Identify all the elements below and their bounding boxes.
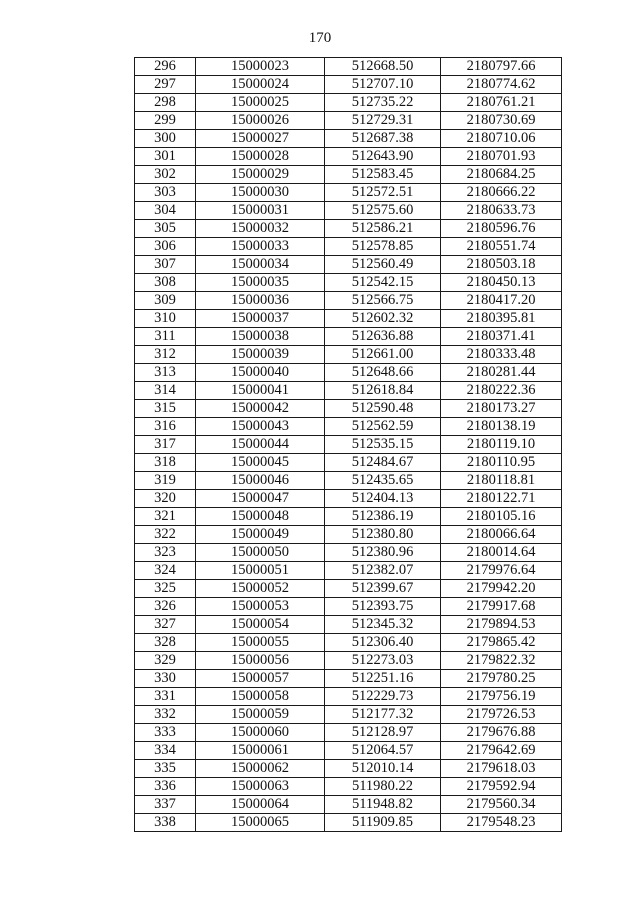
y-coordinate-cell: 2179756.19 xyxy=(441,688,562,706)
row-index-cell: 333 xyxy=(135,724,196,742)
row-index-cell: 335 xyxy=(135,760,196,778)
x-coordinate-cell: 512010.14 xyxy=(325,760,441,778)
x-coordinate-cell: 512435.65 xyxy=(325,472,441,490)
row-index-cell: 325 xyxy=(135,580,196,598)
table-row xyxy=(135,616,562,634)
point-id-cell: 15000040 xyxy=(196,364,325,382)
point-id-cell: 15000039 xyxy=(196,346,325,364)
point-id-cell: 15000035 xyxy=(196,274,325,292)
table-row xyxy=(135,202,562,220)
y-coordinate-cell: 2180774.62 xyxy=(441,76,562,94)
table-row xyxy=(135,148,562,166)
x-coordinate-cell: 512707.10 xyxy=(325,76,441,94)
x-coordinate-cell: 512128.97 xyxy=(325,724,441,742)
row-index-cell: 308 xyxy=(135,274,196,292)
point-id-cell: 15000025 xyxy=(196,94,325,112)
y-coordinate-cell: 2180118.81 xyxy=(441,472,562,490)
row-index-cell: 307 xyxy=(135,256,196,274)
y-coordinate-cell: 2180684.25 xyxy=(441,166,562,184)
x-coordinate-cell: 511948.82 xyxy=(325,796,441,814)
y-coordinate-cell: 2180014.64 xyxy=(441,544,562,562)
point-id-cell: 15000041 xyxy=(196,382,325,400)
table-row xyxy=(135,526,562,544)
x-coordinate-cell: 512648.66 xyxy=(325,364,441,382)
row-index-cell: 313 xyxy=(135,364,196,382)
y-coordinate-cell: 2180503.18 xyxy=(441,256,562,274)
row-index-cell: 310 xyxy=(135,310,196,328)
y-coordinate-cell: 2180710.06 xyxy=(441,130,562,148)
table-row xyxy=(135,814,562,832)
point-id-cell: 15000032 xyxy=(196,220,325,238)
point-id-cell: 15000049 xyxy=(196,526,325,544)
table-row xyxy=(135,130,562,148)
table-row xyxy=(135,598,562,616)
point-id-cell: 15000053 xyxy=(196,598,325,616)
x-coordinate-cell: 511909.85 xyxy=(325,814,441,832)
x-coordinate-cell: 512575.60 xyxy=(325,202,441,220)
table-row xyxy=(135,58,562,76)
table-row xyxy=(135,760,562,778)
table-row xyxy=(135,562,562,580)
point-id-cell: 15000044 xyxy=(196,436,325,454)
table-row xyxy=(135,688,562,706)
point-id-cell: 15000059 xyxy=(196,706,325,724)
point-id-cell: 15000062 xyxy=(196,760,325,778)
table-row xyxy=(135,436,562,454)
table-row xyxy=(135,742,562,760)
point-id-cell: 15000065 xyxy=(196,814,325,832)
x-coordinate-cell: 512386.19 xyxy=(325,508,441,526)
y-coordinate-cell: 2180110.95 xyxy=(441,454,562,472)
table-row xyxy=(135,778,562,796)
x-coordinate-cell: 512399.67 xyxy=(325,580,441,598)
x-coordinate-cell: 512542.15 xyxy=(325,274,441,292)
y-coordinate-cell: 2180701.93 xyxy=(441,148,562,166)
row-index-cell: 337 xyxy=(135,796,196,814)
y-coordinate-cell: 2179642.69 xyxy=(441,742,562,760)
x-coordinate-cell: 512668.50 xyxy=(325,58,441,76)
x-coordinate-cell: 512578.85 xyxy=(325,238,441,256)
x-coordinate-cell: 512583.45 xyxy=(325,166,441,184)
y-coordinate-cell: 2180417.20 xyxy=(441,292,562,310)
x-coordinate-cell: 512306.40 xyxy=(325,634,441,652)
row-index-cell: 320 xyxy=(135,490,196,508)
y-coordinate-cell: 2180222.36 xyxy=(441,382,562,400)
table-row xyxy=(135,112,562,130)
row-index-cell: 305 xyxy=(135,220,196,238)
point-id-cell: 15000026 xyxy=(196,112,325,130)
point-id-cell: 15000063 xyxy=(196,778,325,796)
y-coordinate-cell: 2180105.16 xyxy=(441,508,562,526)
table-row xyxy=(135,490,562,508)
row-index-cell: 328 xyxy=(135,634,196,652)
point-id-cell: 15000045 xyxy=(196,454,325,472)
y-coordinate-cell: 2179548.23 xyxy=(441,814,562,832)
point-id-cell: 15000031 xyxy=(196,202,325,220)
x-coordinate-cell: 512229.73 xyxy=(325,688,441,706)
point-id-cell: 15000023 xyxy=(196,58,325,76)
point-id-cell: 15000052 xyxy=(196,580,325,598)
x-coordinate-cell: 512566.75 xyxy=(325,292,441,310)
point-id-cell: 15000034 xyxy=(196,256,325,274)
y-coordinate-cell: 2179894.53 xyxy=(441,616,562,634)
x-coordinate-cell: 512345.32 xyxy=(325,616,441,634)
x-coordinate-cell: 512404.13 xyxy=(325,490,441,508)
y-coordinate-cell: 2180797.66 xyxy=(441,58,562,76)
point-id-cell: 15000027 xyxy=(196,130,325,148)
row-index-cell: 332 xyxy=(135,706,196,724)
row-index-cell: 306 xyxy=(135,238,196,256)
point-id-cell: 15000058 xyxy=(196,688,325,706)
row-index-cell: 329 xyxy=(135,652,196,670)
row-index-cell: 327 xyxy=(135,616,196,634)
y-coordinate-cell: 2179592.94 xyxy=(441,778,562,796)
row-index-cell: 316 xyxy=(135,418,196,436)
row-index-cell: 301 xyxy=(135,148,196,166)
y-coordinate-cell: 2179618.03 xyxy=(441,760,562,778)
table-row xyxy=(135,544,562,562)
table-row xyxy=(135,220,562,238)
row-index-cell: 322 xyxy=(135,526,196,544)
point-id-cell: 15000057 xyxy=(196,670,325,688)
row-index-cell: 336 xyxy=(135,778,196,796)
point-id-cell: 15000064 xyxy=(196,796,325,814)
point-id-cell: 15000030 xyxy=(196,184,325,202)
table-row xyxy=(135,472,562,490)
y-coordinate-cell: 2180761.21 xyxy=(441,94,562,112)
y-coordinate-cell: 2180333.48 xyxy=(441,346,562,364)
x-coordinate-cell: 512687.38 xyxy=(325,130,441,148)
table-row xyxy=(135,94,562,112)
x-coordinate-cell: 512393.75 xyxy=(325,598,441,616)
row-index-cell: 296 xyxy=(135,58,196,76)
row-index-cell: 330 xyxy=(135,670,196,688)
row-index-cell: 331 xyxy=(135,688,196,706)
point-id-cell: 15000060 xyxy=(196,724,325,742)
row-index-cell: 323 xyxy=(135,544,196,562)
table-row xyxy=(135,184,562,202)
table-row xyxy=(135,634,562,652)
row-index-cell: 303 xyxy=(135,184,196,202)
point-id-cell: 15000046 xyxy=(196,472,325,490)
row-index-cell: 299 xyxy=(135,112,196,130)
x-coordinate-cell: 512380.96 xyxy=(325,544,441,562)
row-index-cell: 319 xyxy=(135,472,196,490)
y-coordinate-cell: 2180551.74 xyxy=(441,238,562,256)
row-index-cell: 311 xyxy=(135,328,196,346)
y-coordinate-cell: 2179676.88 xyxy=(441,724,562,742)
x-coordinate-cell: 512064.57 xyxy=(325,742,441,760)
x-coordinate-cell: 512273.03 xyxy=(325,652,441,670)
y-coordinate-cell: 2179780.25 xyxy=(441,670,562,688)
y-coordinate-cell: 2179917.68 xyxy=(441,598,562,616)
table-row xyxy=(135,292,562,310)
x-coordinate-cell: 512177.32 xyxy=(325,706,441,724)
point-id-cell: 15000033 xyxy=(196,238,325,256)
table-row xyxy=(135,310,562,328)
y-coordinate-cell: 2180633.73 xyxy=(441,202,562,220)
table-row xyxy=(135,418,562,436)
x-coordinate-cell: 512560.49 xyxy=(325,256,441,274)
row-index-cell: 314 xyxy=(135,382,196,400)
y-coordinate-cell: 2179942.20 xyxy=(441,580,562,598)
table-row xyxy=(135,166,562,184)
x-coordinate-cell: 512251.16 xyxy=(325,670,441,688)
table-row xyxy=(135,256,562,274)
y-coordinate-cell: 2180122.71 xyxy=(441,490,562,508)
x-coordinate-cell: 512661.00 xyxy=(325,346,441,364)
y-coordinate-cell: 2180730.69 xyxy=(441,112,562,130)
y-coordinate-cell: 2180138.19 xyxy=(441,418,562,436)
table-row xyxy=(135,670,562,688)
x-coordinate-cell: 512535.15 xyxy=(325,436,441,454)
point-id-cell: 15000050 xyxy=(196,544,325,562)
y-coordinate-cell: 2180173.27 xyxy=(441,400,562,418)
table-row xyxy=(135,400,562,418)
point-id-cell: 15000024 xyxy=(196,76,325,94)
point-id-cell: 15000056 xyxy=(196,652,325,670)
y-coordinate-cell: 2179865.42 xyxy=(441,634,562,652)
x-coordinate-cell: 512729.31 xyxy=(325,112,441,130)
row-index-cell: 324 xyxy=(135,562,196,580)
y-coordinate-cell: 2180450.13 xyxy=(441,274,562,292)
coordinates-table xyxy=(134,57,562,832)
x-coordinate-cell: 512735.22 xyxy=(325,94,441,112)
point-id-cell: 15000055 xyxy=(196,634,325,652)
point-id-cell: 15000048 xyxy=(196,508,325,526)
row-index-cell: 334 xyxy=(135,742,196,760)
table-row xyxy=(135,328,562,346)
point-id-cell: 15000029 xyxy=(196,166,325,184)
y-coordinate-cell: 2180119.10 xyxy=(441,436,562,454)
point-id-cell: 15000037 xyxy=(196,310,325,328)
point-id-cell: 15000043 xyxy=(196,418,325,436)
row-index-cell: 309 xyxy=(135,292,196,310)
table-row xyxy=(135,364,562,382)
y-coordinate-cell: 2180666.22 xyxy=(441,184,562,202)
table-row xyxy=(135,652,562,670)
row-index-cell: 317 xyxy=(135,436,196,454)
x-coordinate-cell: 512562.59 xyxy=(325,418,441,436)
table-row xyxy=(135,706,562,724)
row-index-cell: 338 xyxy=(135,814,196,832)
x-coordinate-cell: 512590.48 xyxy=(325,400,441,418)
page-number: 170 xyxy=(308,30,332,46)
y-coordinate-cell: 2179976.64 xyxy=(441,562,562,580)
point-id-cell: 15000047 xyxy=(196,490,325,508)
table-row xyxy=(135,508,562,526)
row-index-cell: 302 xyxy=(135,166,196,184)
y-coordinate-cell: 2179560.34 xyxy=(441,796,562,814)
point-id-cell: 15000054 xyxy=(196,616,325,634)
point-id-cell: 15000042 xyxy=(196,400,325,418)
point-id-cell: 15000051 xyxy=(196,562,325,580)
point-id-cell: 15000061 xyxy=(196,742,325,760)
y-coordinate-cell: 2180066.64 xyxy=(441,526,562,544)
x-coordinate-cell: 512572.51 xyxy=(325,184,441,202)
row-index-cell: 300 xyxy=(135,130,196,148)
x-coordinate-cell: 512382.07 xyxy=(325,562,441,580)
x-coordinate-cell: 512636.88 xyxy=(325,328,441,346)
row-index-cell: 298 xyxy=(135,94,196,112)
y-coordinate-cell: 2180371.41 xyxy=(441,328,562,346)
x-coordinate-cell: 512380.80 xyxy=(325,526,441,544)
row-index-cell: 312 xyxy=(135,346,196,364)
point-id-cell: 15000036 xyxy=(196,292,325,310)
y-coordinate-cell: 2180281.44 xyxy=(441,364,562,382)
table-row xyxy=(135,274,562,292)
y-coordinate-cell: 2179822.32 xyxy=(441,652,562,670)
row-index-cell: 318 xyxy=(135,454,196,472)
row-index-cell: 321 xyxy=(135,508,196,526)
table-row xyxy=(135,76,562,94)
x-coordinate-cell: 512618.84 xyxy=(325,382,441,400)
table-row xyxy=(135,454,562,472)
table-row xyxy=(135,580,562,598)
x-coordinate-cell: 512586.21 xyxy=(325,220,441,238)
row-index-cell: 304 xyxy=(135,202,196,220)
point-id-cell: 15000038 xyxy=(196,328,325,346)
row-index-cell: 297 xyxy=(135,76,196,94)
table-row xyxy=(135,796,562,814)
y-coordinate-cell: 2180596.76 xyxy=(441,220,562,238)
x-coordinate-cell: 512602.32 xyxy=(325,310,441,328)
y-coordinate-cell: 2179726.53 xyxy=(441,706,562,724)
table-row xyxy=(135,238,562,256)
row-index-cell: 326 xyxy=(135,598,196,616)
y-coordinate-cell: 2180395.81 xyxy=(441,310,562,328)
point-id-cell: 15000028 xyxy=(196,148,325,166)
x-coordinate-cell: 511980.22 xyxy=(325,778,441,796)
table-body xyxy=(135,58,562,832)
row-index-cell: 315 xyxy=(135,400,196,418)
table-row xyxy=(135,346,562,364)
x-coordinate-cell: 512484.67 xyxy=(325,454,441,472)
table-row xyxy=(135,382,562,400)
x-coordinate-cell: 512643.90 xyxy=(325,148,441,166)
table-row xyxy=(135,724,562,742)
